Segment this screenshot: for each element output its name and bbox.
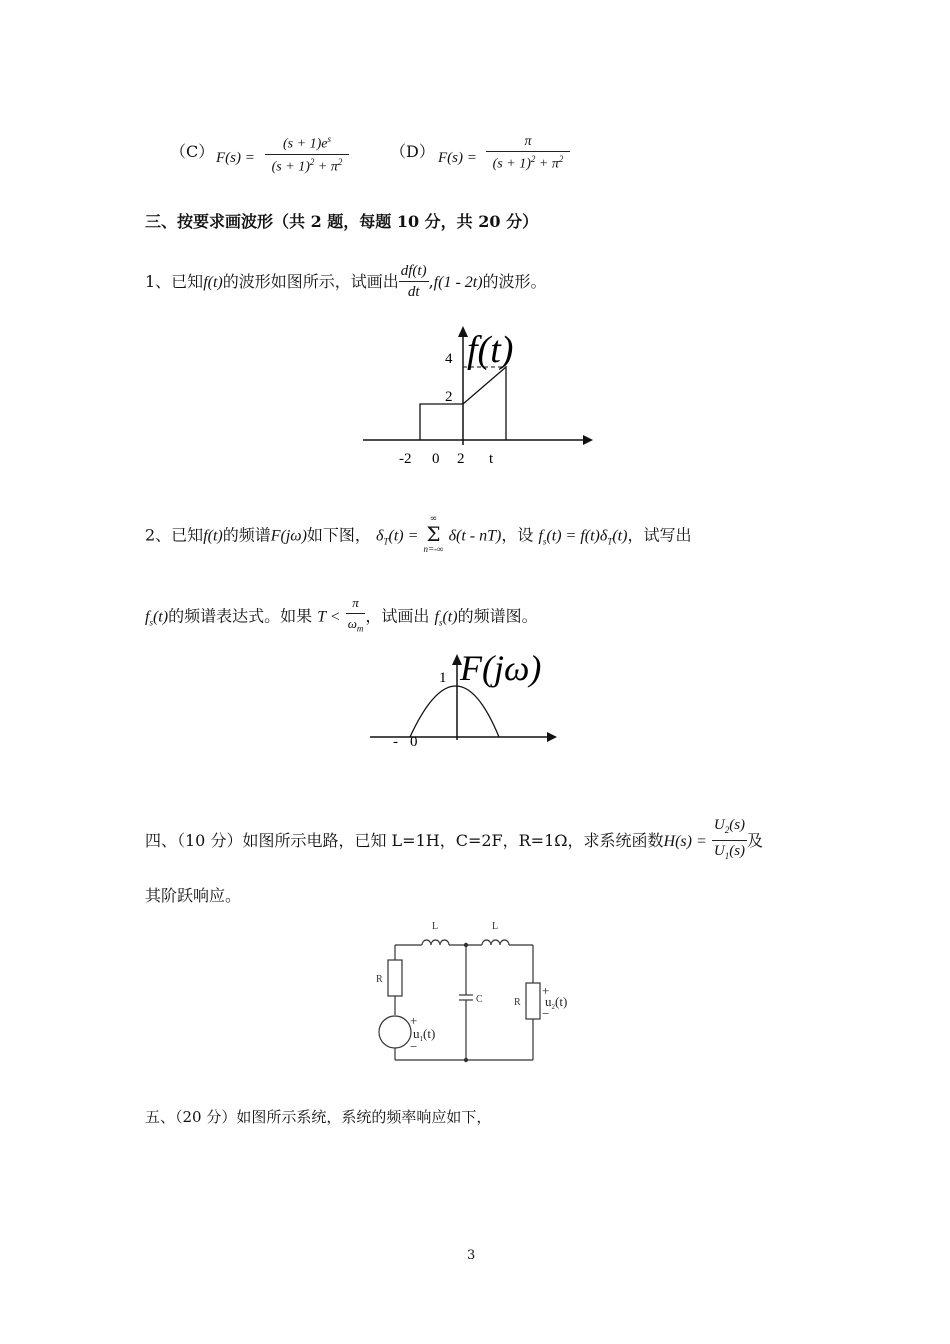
- option-d-denominator: (s + 1): [492, 156, 531, 172]
- fig2-spectrum-curve: [410, 686, 499, 737]
- option-c-label: （C）: [170, 142, 215, 161]
- q1-mid: 的波形如图所示，试画出: [222, 272, 399, 291]
- label-R2: R: [514, 997, 521, 1008]
- label-L2: L: [492, 921, 499, 932]
- q2-fs-rhs: (t) = f(t)δ: [546, 527, 608, 545]
- option-c-numerator-sup: s: [327, 134, 331, 144]
- q2-T-fraction: [346, 593, 366, 639]
- fig2-y-label-1: 1: [439, 670, 447, 686]
- option-d: [390, 142, 435, 162]
- option-d-lhs: F(s) =: [438, 150, 477, 166]
- label-u2: [545, 994, 567, 1011]
- figure1-ft-waveform: [355, 320, 605, 475]
- source-minus: −: [410, 1039, 418, 1054]
- inductor-2: [482, 940, 509, 945]
- q2-mid3: ，设: [501, 525, 534, 545]
- option-c-lhs: F(s) =: [216, 150, 255, 166]
- fig2-x-label-0: 0: [410, 734, 418, 750]
- section4-line2: 其阶跃响应。: [145, 886, 242, 905]
- q2-Fjw: F(jω): [270, 527, 307, 545]
- q1-ft: f(t): [203, 274, 223, 291]
- output-minus: −: [542, 1006, 550, 1021]
- q2-mid1: 的频谱: [222, 525, 271, 545]
- q2-T-num: π: [346, 593, 366, 614]
- section5-text: 五、（20 分）如图所示系统，系统的频率响应如下，: [145, 1108, 492, 1126]
- inductor-1: [422, 940, 449, 945]
- fig1-x-label-neg2: -2: [399, 451, 412, 467]
- q2-suffix: ，试写出: [627, 525, 692, 545]
- q2-delta: δ: [376, 527, 384, 545]
- q2-line2-fs2-arg: (t): [442, 608, 458, 626]
- q2-line2-suffix: 的频谱图。: [457, 606, 538, 626]
- option-c: [170, 142, 214, 162]
- q2-mid2: 如下图，: [306, 525, 371, 545]
- q2-sum-top: ∞: [429, 514, 438, 524]
- q2-sum-symbol: Σ: [426, 522, 441, 546]
- section4-H-den: U: [713, 843, 725, 859]
- q1-derivative: [399, 261, 429, 302]
- option-d-fraction: [486, 134, 570, 173]
- section4-H-num: U: [713, 817, 725, 833]
- option-d-label: （D）: [390, 142, 435, 161]
- resistor-2: [526, 983, 540, 1019]
- q2-summation: [423, 514, 443, 554]
- q1-prefix: 1、已知: [145, 272, 204, 291]
- option-d-numerator: π: [524, 134, 532, 149]
- option-d-den-sup: 2: [530, 154, 536, 164]
- section4-H-den-arg: (s): [729, 843, 746, 859]
- q2-line2-fs-arg: (t): [152, 608, 169, 626]
- option-d-den-tail-sup: 2: [558, 154, 564, 164]
- q2-line2-fs-sub: s: [149, 617, 153, 628]
- source-plus: +: [410, 1013, 418, 1028]
- node-top: [464, 943, 468, 947]
- option-c-denominator: (s + 1): [271, 159, 310, 175]
- fig1-y-label-4: 4: [445, 351, 453, 367]
- label-u1-arg: (t): [423, 1026, 436, 1041]
- fig1-x-label-2: 2: [457, 451, 465, 467]
- label-u1-sub: 1: [419, 1035, 423, 1043]
- page-number: 3: [467, 1248, 476, 1263]
- q1-derivative-den: dt: [407, 284, 420, 300]
- option-d-den-tail: + π: [538, 156, 559, 172]
- q2-sum-body: δ(t - nT): [448, 527, 502, 545]
- label-u1: [413, 1026, 435, 1043]
- q2-delta-sub: T: [383, 536, 389, 547]
- section4-H-den-sub: 1: [724, 851, 730, 861]
- q2-sum-bottom: n=-∞: [423, 544, 444, 554]
- section4-text: [145, 816, 763, 867]
- section3-heading: 三、按要求画波形（共 2 题，每题 10 分，共 20 分）: [145, 212, 539, 231]
- circuit-diagram: [370, 915, 580, 1070]
- option-c-den-sup: 2: [309, 156, 315, 167]
- q2-line2-fs2: f: [434, 608, 439, 626]
- q2-line2-mid: 的频谱表达式。如果: [168, 606, 313, 626]
- q1-comma: ,: [428, 272, 434, 291]
- fig1-title: f(t): [467, 329, 514, 371]
- label-C: C: [476, 994, 483, 1005]
- q2-fs-rhs-sub: T: [607, 536, 613, 547]
- option-c-den-tail: + π: [317, 159, 338, 175]
- q1-f2: f(1 - 2t): [433, 274, 483, 291]
- fig1-y-label-2: 2: [445, 389, 453, 405]
- q2-T-den-sub: m: [356, 623, 364, 634]
- option-c-den-tail-sup: 2: [337, 156, 343, 167]
- section4-H-num-sub: 2: [724, 825, 730, 835]
- q2-line2-mid2: ，试画出: [365, 606, 430, 626]
- section4-H-lhs: H(s) =: [663, 833, 707, 850]
- q2-fs: f: [538, 527, 543, 545]
- label-L1: L: [432, 921, 439, 932]
- fig1-x-label-t: t: [489, 451, 494, 467]
- q1-suffix: 的波形。: [482, 272, 547, 291]
- figure2-spectrum: [365, 640, 565, 755]
- q2-line1: [145, 516, 691, 556]
- section4-suffix: 及: [747, 831, 764, 850]
- q2-line2: [145, 594, 538, 640]
- output-plus: +: [542, 983, 550, 998]
- label-u2-arg: (t): [555, 994, 568, 1009]
- node-bottom: [464, 1058, 468, 1062]
- section4-prefix: 四、（10 分）如图所示电路，已知 L=1H，C=2F，R=1Ω，求系统函数: [145, 831, 664, 850]
- resistor-1: [388, 960, 402, 996]
- q2-delta-arg: (t) =: [388, 527, 419, 545]
- voltage-source: [379, 1016, 411, 1048]
- q2-fs-rhs-tail: (t): [612, 527, 628, 545]
- q1-text: [145, 262, 547, 303]
- q2-ft: f(t): [203, 527, 223, 545]
- fig2-x-label-minus: -: [393, 734, 398, 750]
- q2-T-den: ω: [347, 616, 357, 631]
- q1-derivative-num: df(t): [399, 261, 429, 282]
- q2-fs-sub: s: [542, 536, 547, 547]
- fig1-x-label-0: 0: [432, 451, 440, 467]
- label-u2-sub: 2: [551, 1003, 555, 1011]
- option-c-fraction: [265, 134, 349, 175]
- q2-T: T <: [317, 608, 341, 626]
- q2-line2-fs: f: [145, 608, 150, 626]
- section4-H-fraction: [712, 815, 747, 866]
- label-R1: R: [376, 974, 383, 985]
- label-u2-main: u: [545, 994, 552, 1009]
- q2-line2-fs2-sub: s: [438, 617, 443, 628]
- option-c-numerator: (s + 1)e: [283, 136, 328, 152]
- fig2-title: F(jω): [460, 648, 542, 688]
- section4-H-num-arg: (s): [729, 817, 746, 833]
- fig2-x-arrow: [547, 732, 557, 742]
- fig1-x-arrow: [583, 435, 593, 445]
- q2-prefix: 2、已知: [145, 525, 204, 545]
- label-u1-main: u: [413, 1026, 420, 1041]
